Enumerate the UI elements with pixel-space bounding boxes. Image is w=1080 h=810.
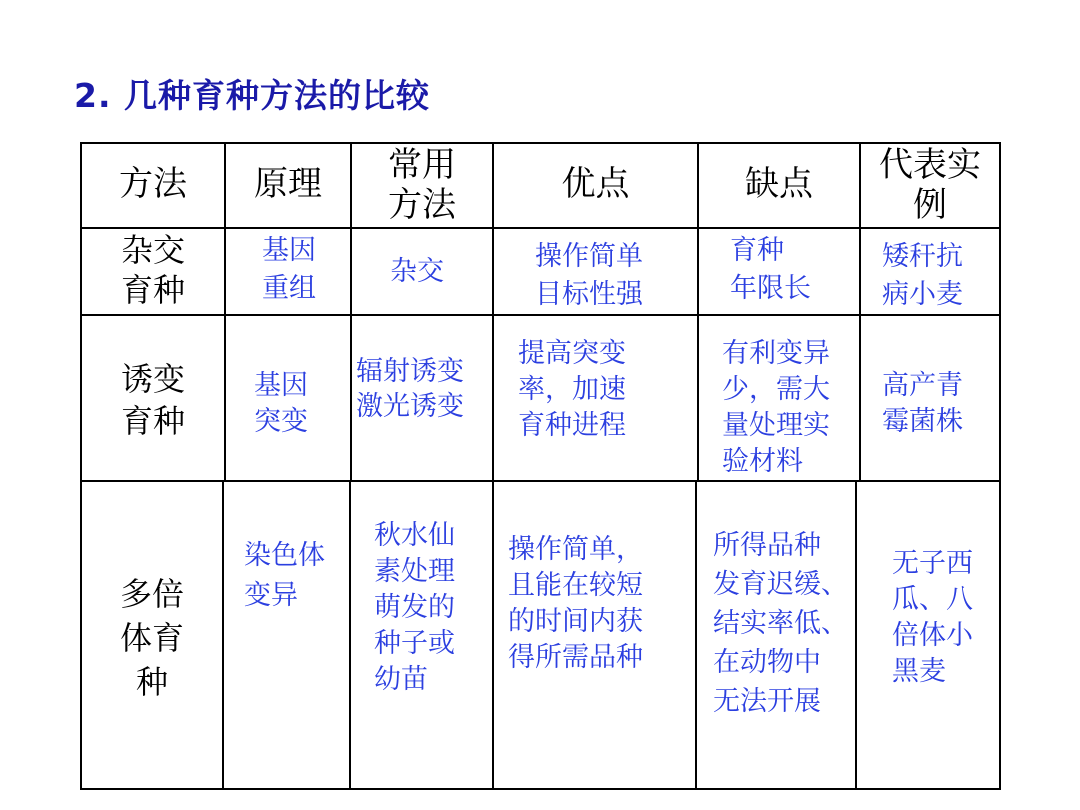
- table-border-top: [80, 142, 1001, 144]
- cell-hybrid-example: 矮秆抗 病小麦: [882, 241, 963, 310]
- header-common-method: 常用 方法: [388, 145, 456, 225]
- header-method: 方法: [119, 164, 187, 204]
- header-advantage: 优点: [561, 164, 630, 204]
- cell-mutation-advantage: 提高突变 率，加速 育种进程: [518, 338, 626, 441]
- header-principle: 原理: [254, 164, 322, 204]
- cell-hybrid-principle: 基因 重组: [262, 235, 316, 304]
- cell-mutation-example: 高产青 霉菌株: [882, 370, 963, 437]
- cell-hybrid-common-method: 杂交: [390, 256, 444, 287]
- cell-polyploid-example: 无子西 瓜、八 倍体小 黑麦: [892, 548, 973, 687]
- cell-mutation-disadvantage: 有利变异 少，需大 量处理实 验材料: [722, 338, 830, 477]
- cell-polyploid-disadvantage: 所得品种 发育迟缓、 结实率低、 在动物中 无法开展: [713, 530, 848, 717]
- header-example: 代表实 例: [879, 145, 981, 225]
- row-label-mutation: 诱变 育种: [120, 360, 185, 440]
- col-divider-2-low: [349, 480, 351, 790]
- cell-polyploid-advantage: 操作简单， 且能在较短 的时间内获 得所需品种: [508, 534, 643, 673]
- col-divider-5-low: [855, 480, 857, 790]
- cell-hybrid-advantage: 操作简单 目标性强: [535, 241, 643, 310]
- col-divider-3-low: [492, 480, 494, 790]
- table-border-right: [999, 142, 1001, 790]
- col-divider-1-low: [222, 480, 224, 790]
- cell-mutation-principle: 基因 突变: [254, 370, 308, 437]
- header-disadvantage: 缺点: [745, 164, 813, 204]
- table-divider-header: [80, 227, 1001, 229]
- cell-mutation-common-method: 辐射诱变 激光诱变: [356, 356, 464, 422]
- table-border-bottom: [80, 788, 1001, 790]
- table-divider-row1: [80, 314, 1001, 316]
- col-divider-4-low: [695, 480, 697, 790]
- row-label-polyploid: 多倍 体育 种: [119, 575, 184, 701]
- row-label-hybrid: 杂交 育种: [120, 231, 185, 309]
- cell-polyploid-principle: 染色体 变异: [244, 540, 325, 611]
- slide-title: 2. 几种育种方法的比较: [74, 76, 430, 115]
- table-divider-row2: [80, 480, 1001, 482]
- cell-hybrid-disadvantage: 育种 年限长: [730, 235, 811, 304]
- cell-polyploid-common-method: 秋水仙 素处理 萌发的 种子或 幼苗: [374, 520, 455, 695]
